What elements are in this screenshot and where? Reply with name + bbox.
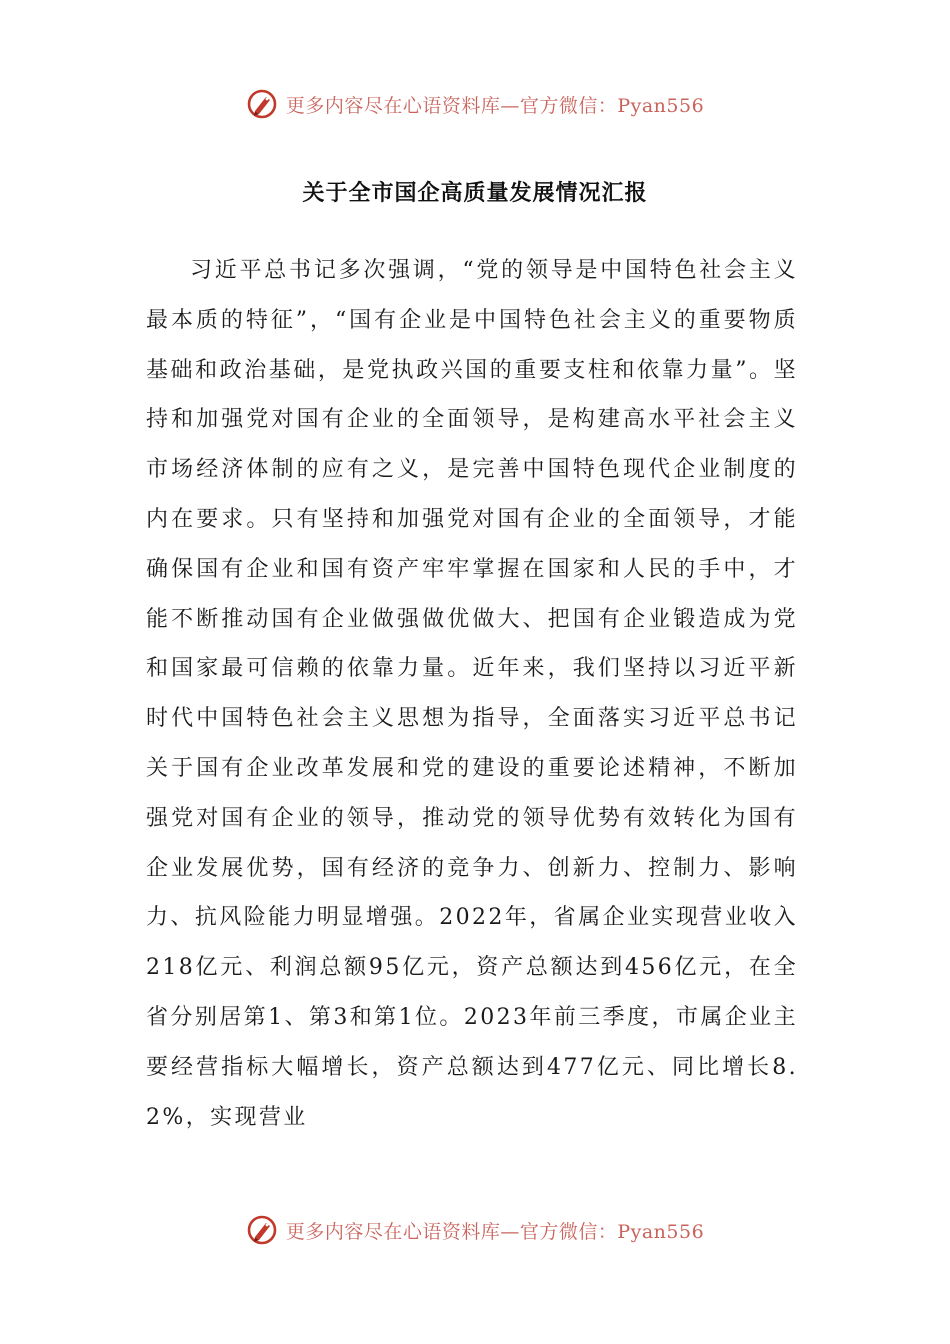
watermark-text: 更多内容尽在心语资料库—官方微信：Pyan556 bbox=[285, 94, 705, 117]
watermark-text: 更多内容尽在心语资料库—官方微信：Pyan556 bbox=[285, 1220, 705, 1243]
header-watermark-banner bbox=[0, 84, 950, 124]
pen-nib-logo-icon bbox=[246, 88, 278, 120]
document-body-paragraph: 习近平总书记多次强调，“党的领导是中国特色社会主义最本质的特征”，“国有企业是中国特色社会主义的重要物质基础和政治基础，是党执政兴国的重要支柱和依靠力量”。坚持和加强党对国有企业的全面领导，是构建高水平社会主义市场经济体制的应有之义，是完善中国特色现代企业制度的内在要求。只有坚持和加强党对国有企业的全面领导，才能确保国有企业和国有资产牢牢掌握在国家和人民的手中，才能不断推动国有企业做强做优做大、把国有企业锻造成为党和国家最可信赖的依靠力量。近年来，我们坚持以习近平新时代中国特色社会主义思想为指导，全面落实习近平总书记关于国有企业改革发展和党的建设的重要论述精神，不断加强党对国有企业的领导，推动党的领导优势有效转化为国有企业发展优势，国有经济的竞争力、创新力、控制力、影响力、抗风险能力明显增强。2022年，省属企业实现营业收入218亿元、利润总额95亿元，资产总额达到456亿元，在全省分别居第1、第3和第1位。2023年前三季度，市属企业主要经营指标大幅增长，资产总额达到477亿元、同比增长8.2%，实现营业 bbox=[146, 258, 798, 1130]
footer-watermark-banner bbox=[0, 1210, 950, 1250]
document-title: 关于全市国企高质量发展情况汇报 bbox=[302, 181, 648, 206]
pen-nib-logo-icon bbox=[246, 1214, 278, 1246]
